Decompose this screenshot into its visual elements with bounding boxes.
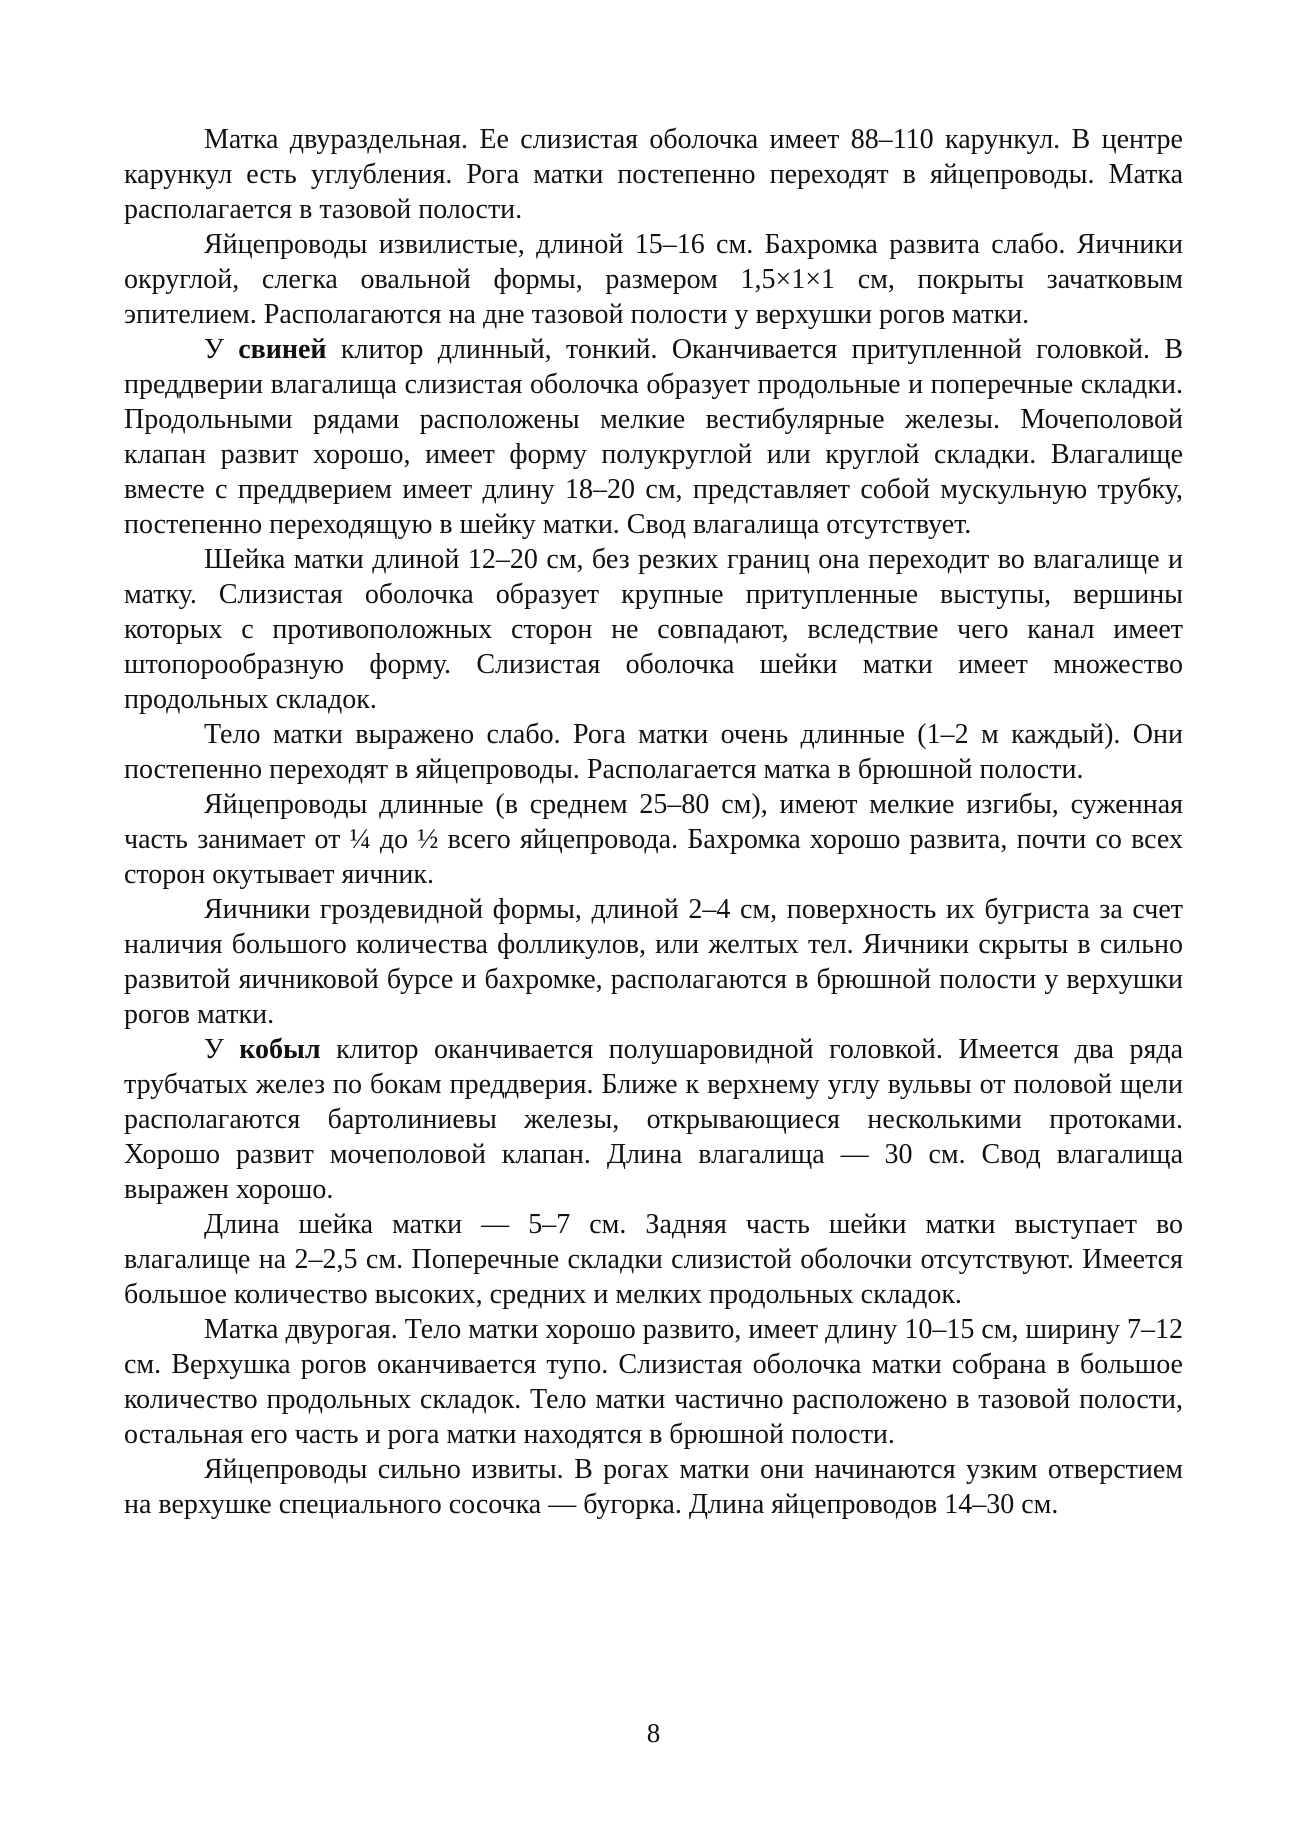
bold-term: свиней [238,334,327,365]
paragraph-1: Матка двураздельная. Ее слизистая оболочка имеет 88–110 карункул. В центре карункул есть углубления. Рога матки постепенно переходят в яйцепроводы. Матка располагается в тазовой полости. [124,124,1183,225]
paragraph-2: Яйцепроводы извилистые, длиной 15–16 см. Бахромка развита слабо. Яичники округлой, слегка овальной формы, размером 1,5×1×1 см, покрыты зачатковым эпителием. Располагаются на дне тазовой полости у верхушки рогов матки. [124,229,1183,330]
paragraph-10: Матка двурогая. Тело матки хорошо развито, имеет длину 10–15 см, ширину 7–12 см. Верхушка рогов оканчивается тупо. Слизистая оболочка матки собрана в большое количество продольных складок. Тело матки частично расположено в тазовой полости, остальная его часть и рога матки находятся в брюшной полости. [124,1314,1183,1450]
paragraph-11: Яйцепроводы сильно извиты. В рогах матки они начинаются узким отверстием на верхушке специального сосочка — бугорка. Длина яйцепроводов 14–30 см. [124,1454,1183,1520]
bold-term: кобыл [239,1034,321,1065]
paragraph-5: Тело матки выражено слабо. Рога матки очень длинные (1–2 м каждый). Они постепенно переходят в яйцепроводы. Располагается матка в брюшной полости. [124,719,1183,785]
paragraph-4: Шейка матки длиной 12–20 см, без резких границ она переходит во влагалище и матку. Слизистая оболочка образует крупные притупленные выступы, вершины которых с противоположных сторон не совпадают, вследствие чего канал имеет штопорообразную форму. Слизистая оболочка шейки матки имеет множество продольных складок. [124,544,1183,715]
paragraph-3: У свиней клитор длинный, тонкий. Оканчивается притупленной головкой. В преддверии влагалища слизистая оболочка образует продольные и поперечные складки. Продольными рядами расположены мелкие вестибулярные железы. Мочеполовой клапан развит хорошо, имеет форму полукруглой или круглой складки. Влагалище вместе с преддверием имеет длину 18–20 см, представляет собой мускульную трубку, постепенно переходящую в шейку матки. Свод влагалища отсутствует. [124,334,1183,540]
paragraph-8: У кобыл клитор оканчивается полушаровидной головкой. Имеется два ряда трубчатых желез по бокам преддверия. Ближе к верхнему углу вульвы от половой щели располагаются бартолиниевы железы, открывающиеся несколькими протоками. Хорошо развит мочеполовой клапан. Длина влагалища — 30 см. Свод влагалища выражен хорошо. [124,1034,1183,1205]
paragraph-9: Длина шейка матки — 5–7 см. Задняя часть шейки матки выступает во влагалище на 2–2,5 см. Поперечные складки слизистой оболочки отсутствуют. Имеется большое количество высоких, средних и мелких продольных складок. [124,1209,1183,1310]
page-body [124,122,1183,1522]
page-number: 8 [646,1718,661,1748]
paragraph-6: Яйцепроводы длинные (в среднем 25–80 см), имеют мелкие изгибы, суженная часть занимает от ¼ до ½ всего яйцепровода. Бахромка хорошо развита, почти со всех сторон окутывает яичник. [124,789,1183,890]
paragraph-7: Яичники гроздевидной формы, длиной 2–4 см, поверхность их бугриста за счет наличия большого количества фолликулов, или желтых тел. Яичники скрыты в сильно развитой яичниковой бурсе и бахромке, располагаются в брюшной полости у верхушки рогов матки. [124,894,1183,1030]
